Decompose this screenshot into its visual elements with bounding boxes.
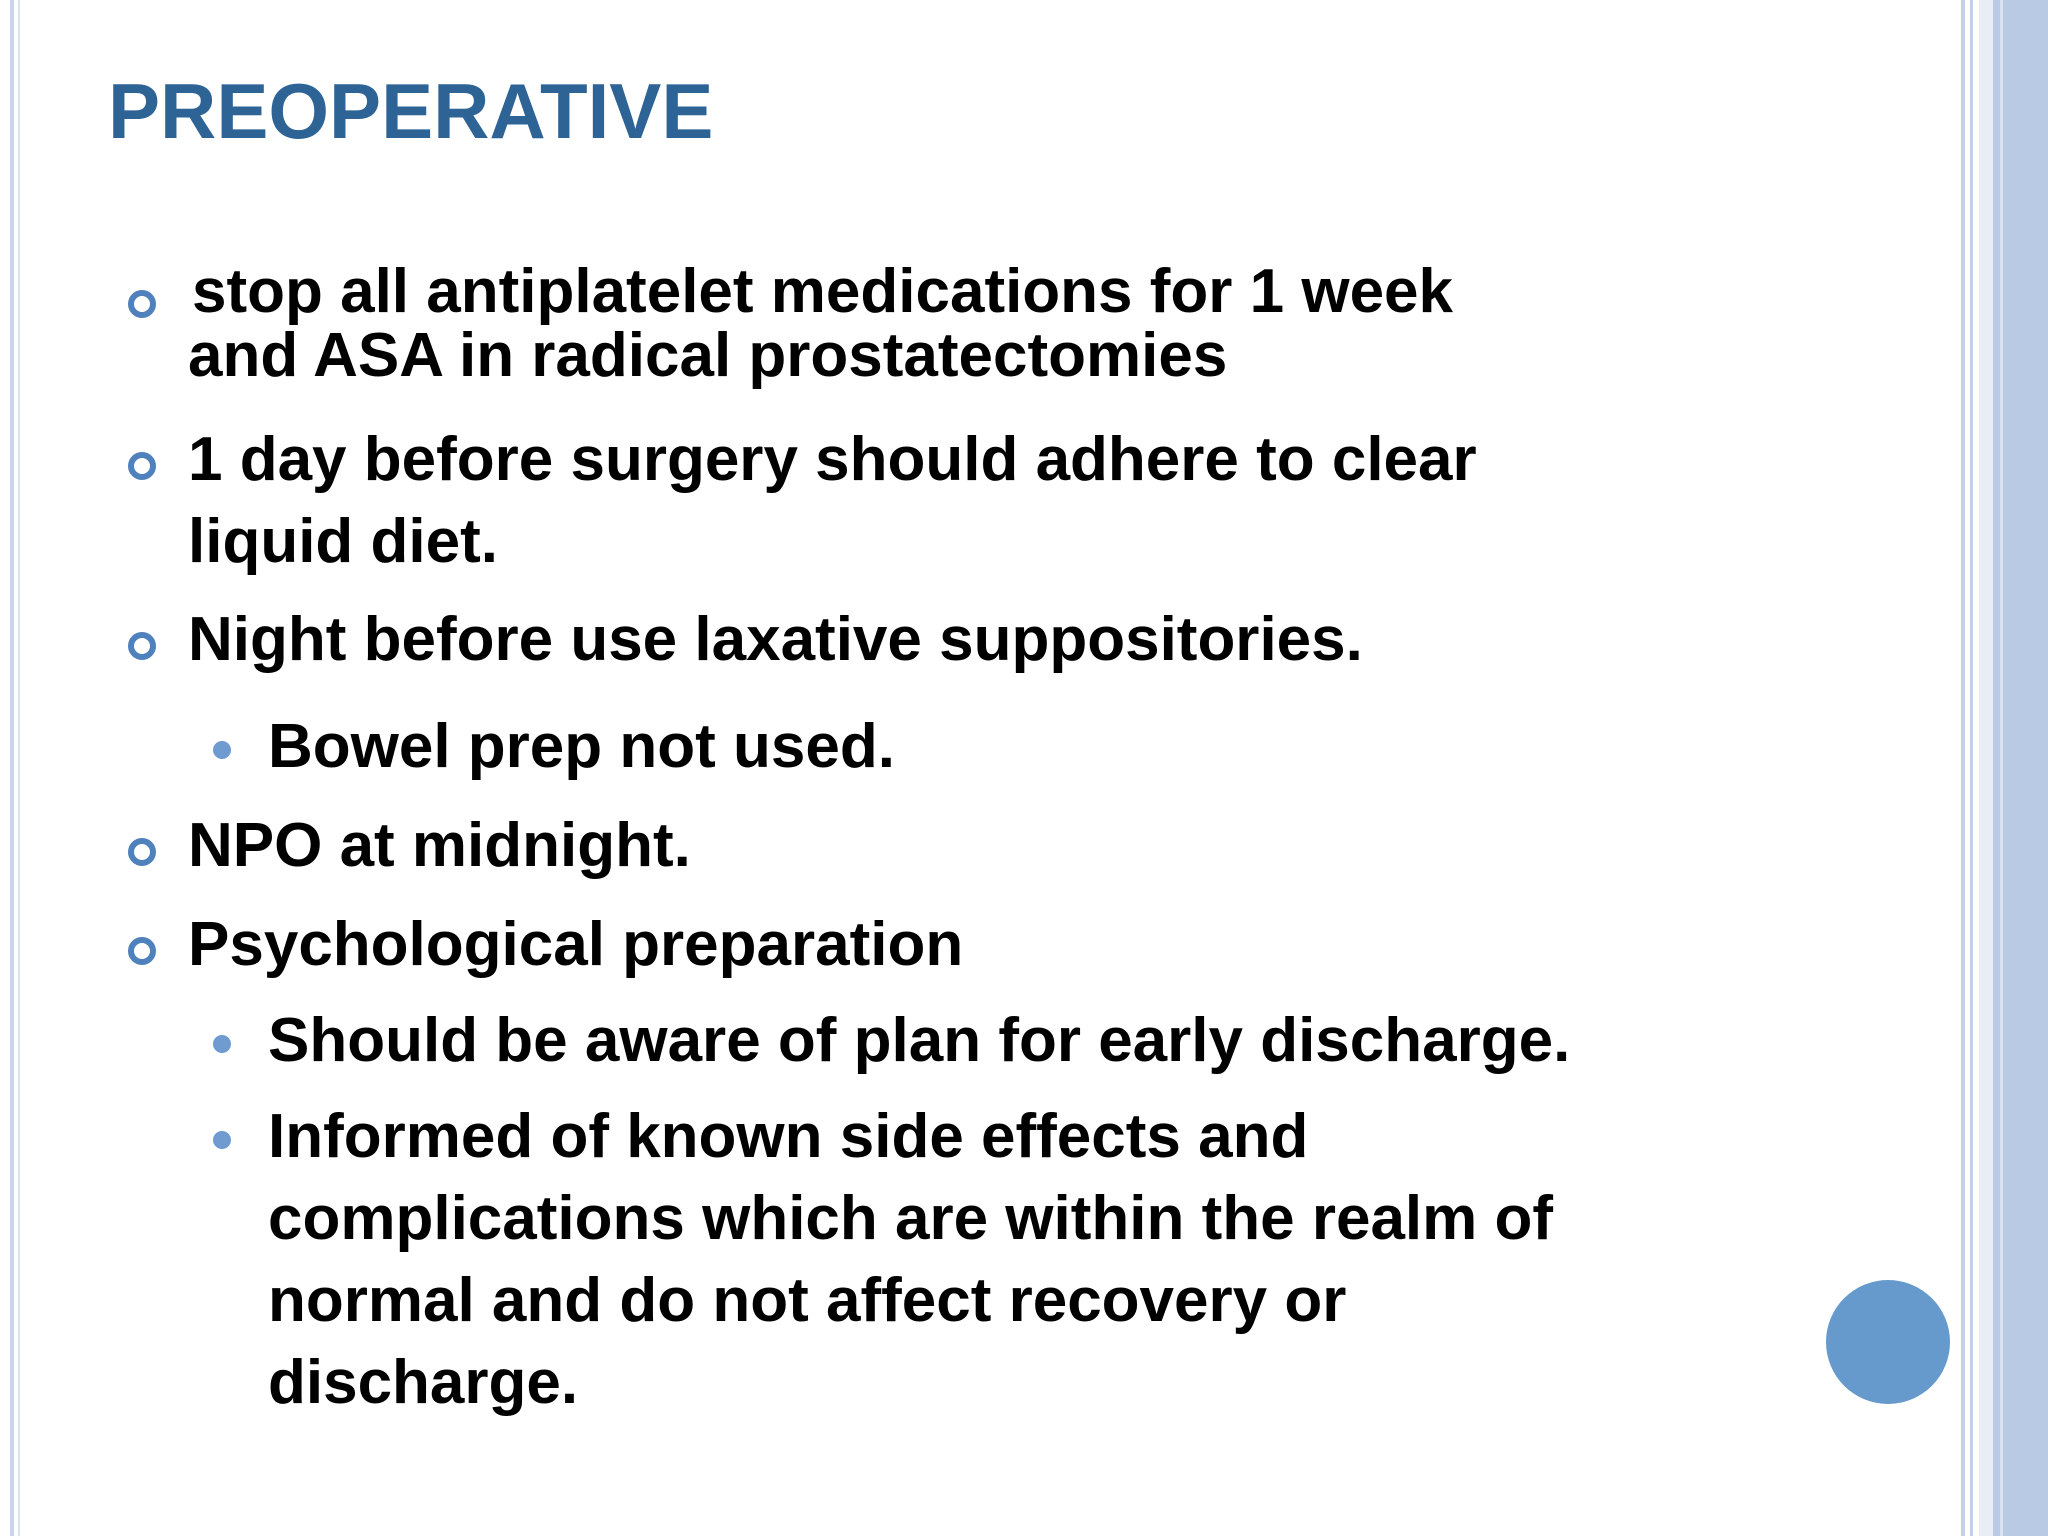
dot-bullet-icon bbox=[213, 1131, 231, 1149]
bullet-line: stop all antiplatelet medications for 1 week bbox=[192, 257, 1454, 326]
bullet-item-laxative bbox=[188, 599, 1363, 681]
dot-bullet-icon bbox=[213, 1035, 231, 1053]
bullet-line: Bowel prep not used. bbox=[268, 712, 895, 781]
bullet-item-antiplatelet bbox=[188, 257, 1454, 390]
ring-bullet-icon bbox=[128, 937, 156, 965]
ring-bullet-icon bbox=[128, 452, 156, 480]
bullet-line: and ASA in radical prostatectomies bbox=[188, 321, 1228, 390]
sub-bullet-bowel-prep bbox=[268, 706, 895, 788]
sub-bullet-side-effects bbox=[268, 1096, 1553, 1424]
right-border-line-inner bbox=[1970, 0, 1973, 1536]
decorative-circle bbox=[1826, 1280, 1950, 1404]
bullet-line: 1 day before surgery should adhere to clear bbox=[188, 425, 1477, 494]
sub-bullet-early-discharge bbox=[268, 1000, 1570, 1082]
bullet-item-liquid-diet bbox=[188, 419, 1477, 583]
bullet-line: Psychological preparation bbox=[188, 910, 964, 979]
bullet-line: liquid diet. bbox=[188, 507, 498, 576]
right-border-line bbox=[1961, 0, 1965, 1536]
slide-title: PREOPERATIVE bbox=[108, 67, 714, 155]
bullet-line: Should be aware of plan for early discharge. bbox=[268, 1006, 1571, 1075]
ring-bullet-icon bbox=[128, 290, 156, 318]
bullet-line: complications which are within the realm of bbox=[268, 1184, 1554, 1253]
right-border-band bbox=[1979, 0, 1993, 1536]
ring-bullet-icon bbox=[128, 632, 156, 660]
bullet-line: Night before use laxative suppositories. bbox=[188, 605, 1363, 674]
ring-bullet-icon bbox=[128, 838, 156, 866]
bullet-line: normal and do not affect recovery or bbox=[268, 1266, 1347, 1335]
dot-bullet-icon bbox=[213, 741, 231, 759]
left-border-line-inner bbox=[18, 0, 20, 1536]
right-side-strip-line bbox=[2000, 0, 2003, 1536]
bullet-line: NPO at midnight. bbox=[188, 811, 691, 880]
bullet-line: Informed of known side effects and bbox=[268, 1102, 1309, 1171]
bullet-item-psychological bbox=[188, 904, 963, 986]
left-border-line bbox=[10, 0, 14, 1536]
bullet-line: discharge. bbox=[268, 1348, 579, 1417]
bullet-item-npo bbox=[188, 805, 691, 887]
